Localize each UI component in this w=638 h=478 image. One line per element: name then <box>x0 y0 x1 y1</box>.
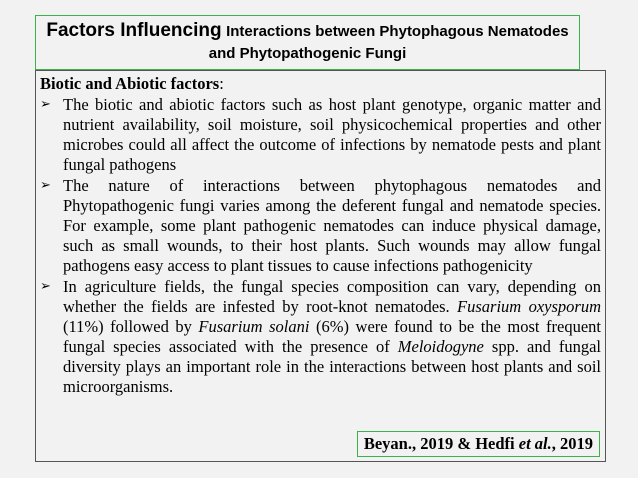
section-heading-text: Biotic and Abiotic factors <box>40 74 220 93</box>
bullet3-text-part: (6%) were found to be the most frequent fungal species associated with the presence of <box>63 317 601 356</box>
bullet-text-2: The nature of interactions between phytophagous nematodes and Phytopathogenic fungi varies among the deferent fungal and nematode species. For example, some plant pathogenic nematodes can induce physical damage, such as small wounds, to their host plants. Such wounds may allow fungal pathogens easy access to plant tissues to cause infections pathogenicity <box>63 176 601 275</box>
arrow-bullet-icon: ➢ <box>40 97 51 112</box>
bullet3-text-part: In agriculture fields, the fungal species composition can vary, depending on whether the fields are infested by root-knot nematodes. <box>63 277 601 316</box>
list-item <box>40 277 601 397</box>
citation-box <box>357 431 600 457</box>
title-main: Factors Influencing <box>46 20 222 41</box>
title-rest-line1: Interactions between Phytophagous Nematodes <box>226 23 569 40</box>
citation-text: Beyan., 2019 & Hedfi <box>363 434 519 453</box>
bullet3-text-part: spp. and fungal diversity plays an important role in the interactions between host plants and soil microorganisms. <box>63 337 601 396</box>
slide-title <box>35 15 580 70</box>
list-item <box>40 176 601 276</box>
bullet3-text-part: (11%) followed by <box>63 317 199 336</box>
genus-name: Meloidogyne <box>397 337 484 356</box>
bullet-text-1: The biotic and abiotic factors such as host plant genotype, organic matter and nutrient availability, soil moisture, soil physicochemical properties and other microbes could all affect the outcome of infections by nematode pests and plant fungal pathogens <box>63 95 601 174</box>
arrow-bullet-icon: ➢ <box>40 279 51 294</box>
title-rest-line2: and Phytopathogenic Fungi <box>208 45 407 62</box>
list-item <box>40 95 601 175</box>
arrow-bullet-icon: ➢ <box>40 178 51 193</box>
citation-year: , 2019 <box>551 434 593 453</box>
bullet-text-3 <box>63 277 601 397</box>
species-name: Fusarium oxysporum <box>457 297 601 316</box>
species-name: Fusarium solani <box>198 317 310 336</box>
section-heading <box>40 74 601 94</box>
content-box <box>35 70 606 462</box>
section-heading-colon: : <box>219 74 224 93</box>
citation-et-al: et al. <box>518 434 552 453</box>
